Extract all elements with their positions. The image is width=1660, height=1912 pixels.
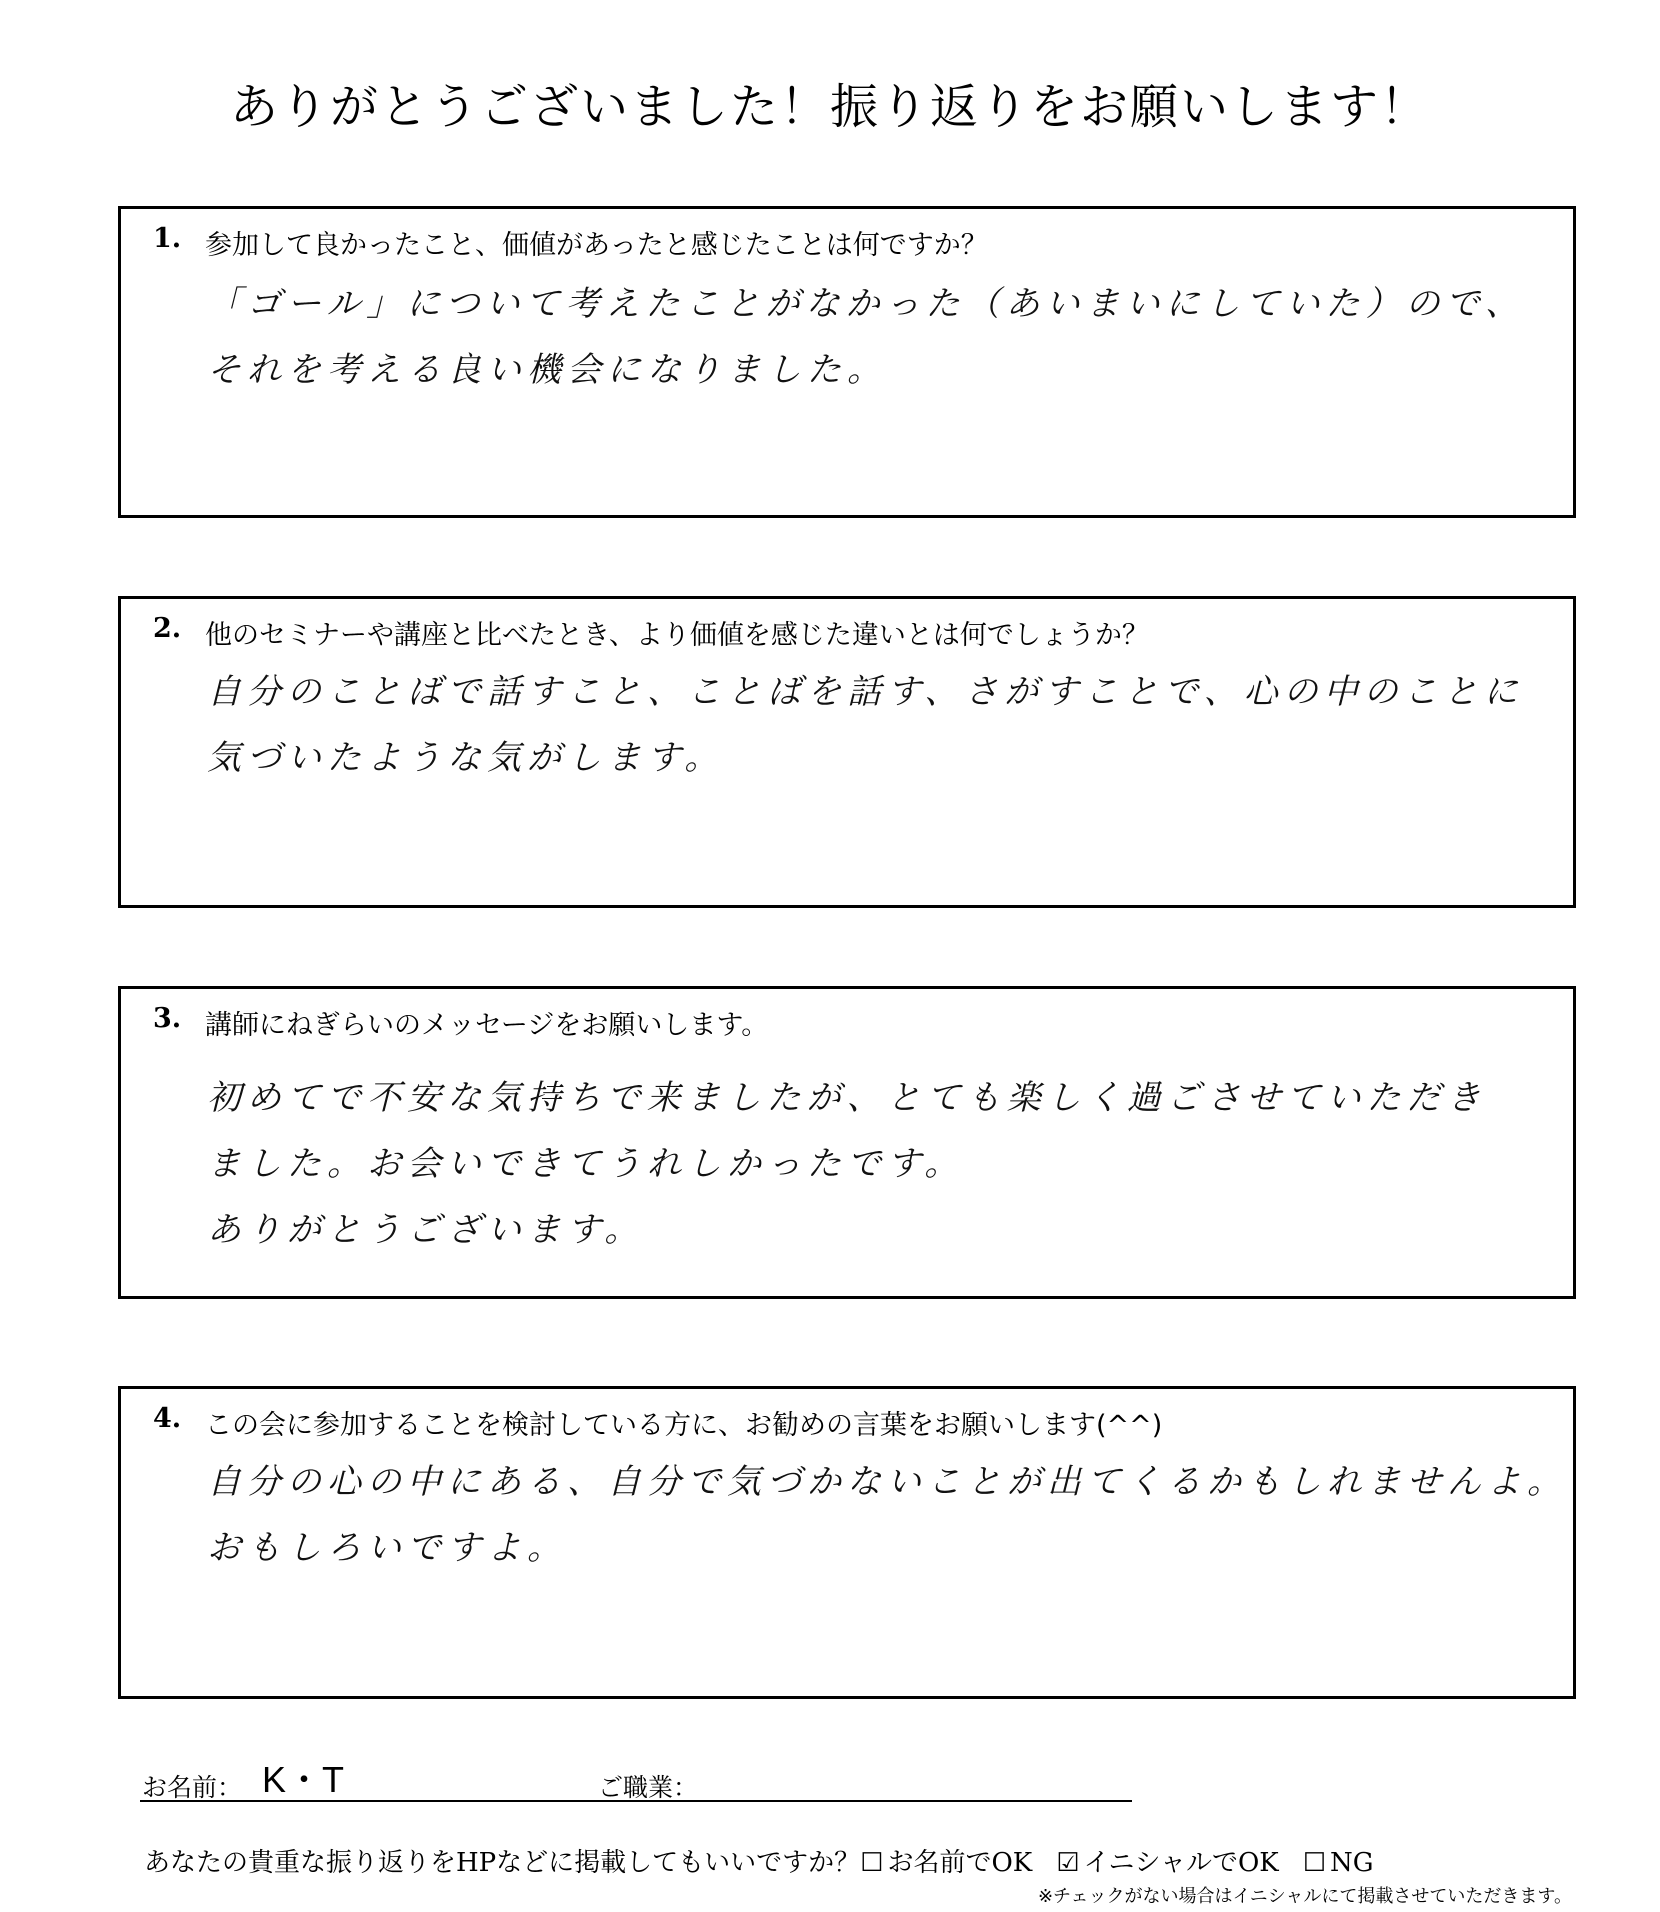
option-label-name-ok: お名前でOK [887,1848,1033,1878]
name-value: K・T [262,1759,345,1800]
answer-area [207,1449,1567,1581]
publication-note: ※チェックがない場合はイニシャルにて掲載させていただきます。 [1037,1886,1572,1907]
question-text: 講師にねぎらいのメッセージをお願いします。 [205,1010,769,1041]
answer-line: 自分の心の中にある、自分で気づかないことが出てくるかもしれませんよ。 [207,1462,1567,1502]
question-box-3 [118,986,1576,1299]
question-number: 1. [153,223,182,254]
checkbox-initial-ok[interactable]: ☑ [1056,1848,1080,1878]
page-title: ありがとうございました！振り返りをお願いします！ [229,79,1430,135]
question-text: 他のセミナーや講座と比べたとき、より価値を感じた違いとは何でしょうか？ [205,620,1149,651]
question-text: この会に参加することを検討している方に、お勧めの言葉をお願いします(^^) [205,1410,1163,1441]
answer-line: それを考える良い機会になりました。 [207,350,887,390]
occupation-label: ご職業： [598,1773,699,1802]
consent-question: あなたの貴重な振り返りをHPなどに掲載してもいいですか？ [144,1848,861,1878]
option-label-ng: NG [1330,1848,1374,1878]
question-number: 3. [153,1003,182,1034]
question-box-1 [118,206,1576,518]
answer-line: 気づいたような気がします。 [207,738,725,778]
checkbox-name-ok[interactable]: ☐ [860,1848,884,1878]
name-occupation-underline [140,1800,1132,1802]
name-label: お名前： [142,1773,243,1802]
answer-area [207,1065,1553,1263]
option-label-initial-ok: イニシャルでOK [1083,1848,1279,1878]
answer-area [207,659,1553,791]
answer-line: 初めてで不安な気持ちで来ましたが、とても楽しく過ごさせていただき [207,1078,1487,1118]
question-box-2 [118,596,1576,908]
answer-line: 「ゴール」について考えたことがなかった（あいまいにしていた）ので、 [207,284,1525,324]
question-box-4 [118,1386,1576,1699]
question-text: 参加して良かったこと、価値があったと感じたことは何ですか？ [205,230,988,261]
checkbox-ng[interactable]: ☐ [1302,1848,1327,1878]
answer-line: ありがとうございます。 [207,1210,645,1250]
answer-line: おもしろいですよ。 [207,1528,567,1568]
answer-area [207,271,1553,403]
consent-row [144,1842,1374,1879]
question-number: 2. [153,613,182,644]
question-number: 4. [153,1403,182,1434]
answer-line: 自分のことばで話すこと、ことばを話す、さがすことで、心の中のことに [207,672,1524,712]
answer-line: ました。お会いできてうれしかったです。 [207,1144,965,1184]
